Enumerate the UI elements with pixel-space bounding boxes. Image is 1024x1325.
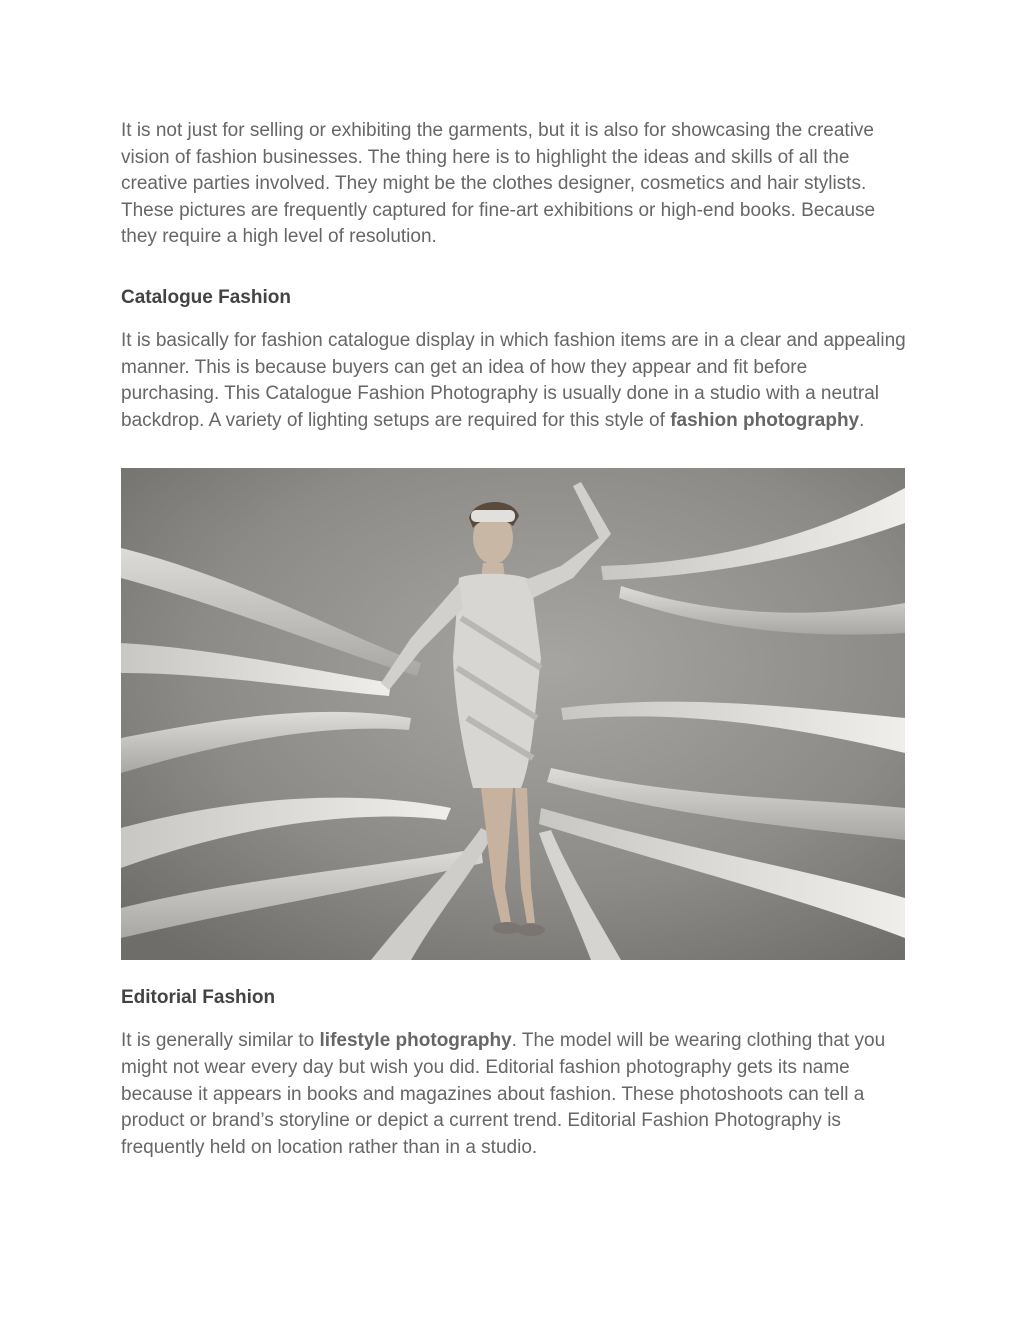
editorial-text-end: . The model will be wearing clothing that you might not wear every day but wish you did. Editorial fashion photography gets its name because it appears in books and magazines about fashion. These photoshoots can tell a product or brand’s storyline or depict a current trend. Editorial Fashion Photography is frequently held on location rather than in a studio. bbox=[121, 1030, 886, 1158]
fashion-photo-illustration bbox=[121, 468, 905, 960]
intro-paragraph: It is not just for selling or exhibiting the garments, but it is also for showcasing the creative vision of fashion businesses. The thing here is to highlight the ideas and skills of all the creative parties involved. They might be the clothes designer, cosmetics and hair stylists. These pictures are frequently captured for fine-art exhibitions or high-end books. Because they require a high level of resolution. bbox=[121, 120, 876, 248]
catalogue-heading: Catalogue Fashion bbox=[121, 286, 291, 308]
catalogue-text-end: . bbox=[859, 409, 865, 431]
fashion-photography-bold: fashion photography bbox=[670, 409, 860, 431]
lifestyle-photography-bold: lifestyle photography bbox=[319, 1030, 512, 1052]
document-page bbox=[121, 118, 907, 1161]
catalogue-text: It is basically for fashion catalogue display in which fashion items are in a clear and appealing manner. This is because buyers can get an idea of how they appear and fit before purchasing. This Catalogue Fashion Photography is usually done in a studio with a neutral backdrop. A variety of lighting setups are required for this style of bbox=[121, 329, 906, 431]
editorial-heading: Editorial Fashion bbox=[121, 987, 276, 1009]
editorial-text: It is generally similar to bbox=[121, 1030, 320, 1052]
editorial-paragraph bbox=[121, 1028, 907, 1161]
fashion-photo bbox=[121, 468, 905, 960]
catalogue-paragraph bbox=[121, 328, 907, 434]
